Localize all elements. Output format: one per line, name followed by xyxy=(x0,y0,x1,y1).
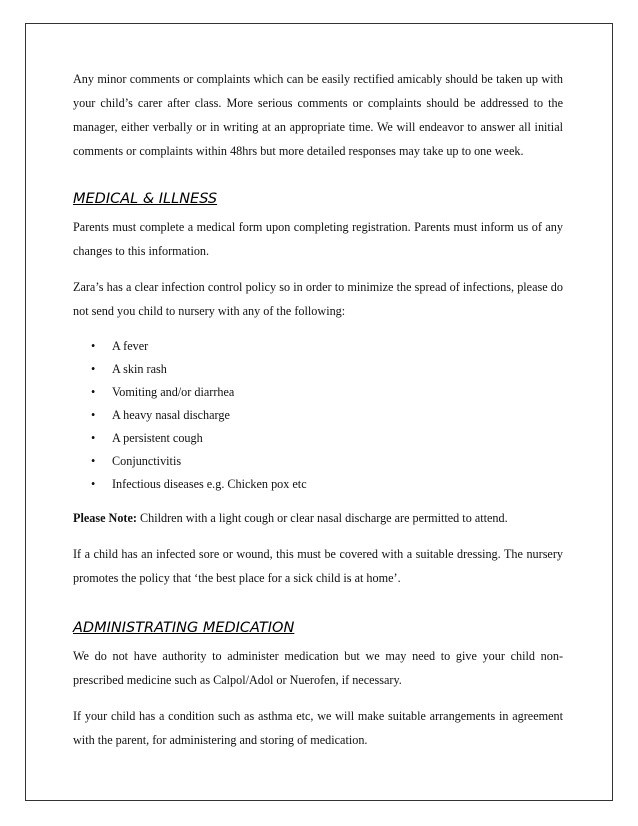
illness-list xyxy=(73,335,563,496)
document-body xyxy=(73,67,563,764)
bullet-icon: • xyxy=(91,477,96,491)
bullet-icon: • xyxy=(91,362,96,376)
list-item: • A fever xyxy=(73,335,563,358)
list-item: • A skin rash xyxy=(73,358,563,381)
list-item: • Vomiting and/or diarrhea xyxy=(73,381,563,404)
please-note-paragraph xyxy=(73,506,563,530)
bullet-icon: • xyxy=(91,454,96,468)
bullet-icon: • xyxy=(91,385,96,399)
bullet-icon: • xyxy=(91,431,96,445)
administrating-medication-heading: ADMINISTRATING MEDICATION xyxy=(73,620,295,636)
bullet-icon: • xyxy=(91,339,96,353)
medication-authority-paragraph: We do not have authority to administer medication but we may need to give your child non-prescribed medicine such as Calpol/Adol or Nuerofen, if necessary. xyxy=(73,649,563,687)
list-item: • A heavy nasal discharge xyxy=(73,404,563,427)
list-item: • Infectious diseases e.g. Chicken pox etc xyxy=(73,473,563,496)
complaints-paragraph: Any minor comments or complaints which can be easily rectified amicably should be taken up with your child’s carer after class. More serious comments or complaints should be addressed to the manager, either verbally or in writing at an appropriate time. We will endeavor to answer all initial comments or complaints within 48hrs but more detailed responses may take up to one week. xyxy=(73,72,563,158)
infection-policy-paragraph: Zara’s has a clear infection control policy so in order to minimize the spread of infections, please do not send you child to nursery with any of the following: xyxy=(73,280,563,318)
sore-wound-paragraph: If a child has an infected sore or wound, this must be covered with a suitable dressing. The nursery promotes the policy that ‘the best place for a sick child is at home’. xyxy=(73,547,563,585)
note-label: Please Note: xyxy=(73,511,137,525)
list-item: • Conjunctivitis xyxy=(73,450,563,473)
bullet-icon: • xyxy=(91,408,96,422)
note-text: Children with a light cough or clear nasal discharge are permitted to attend. xyxy=(136,511,508,525)
asthma-arrangements-paragraph: If your child has a condition such as asthma etc, we will make suitable arrangements in agreement with the parent, for administering and storing of medication. xyxy=(73,709,563,747)
list-item: • A persistent cough xyxy=(73,427,563,450)
medical-illness-heading: MEDICAL & ILLNESS xyxy=(73,191,218,207)
medical-form-paragraph: Parents must complete a medical form upon completing registration. Parents must inform us of any changes to this information. xyxy=(73,220,563,258)
